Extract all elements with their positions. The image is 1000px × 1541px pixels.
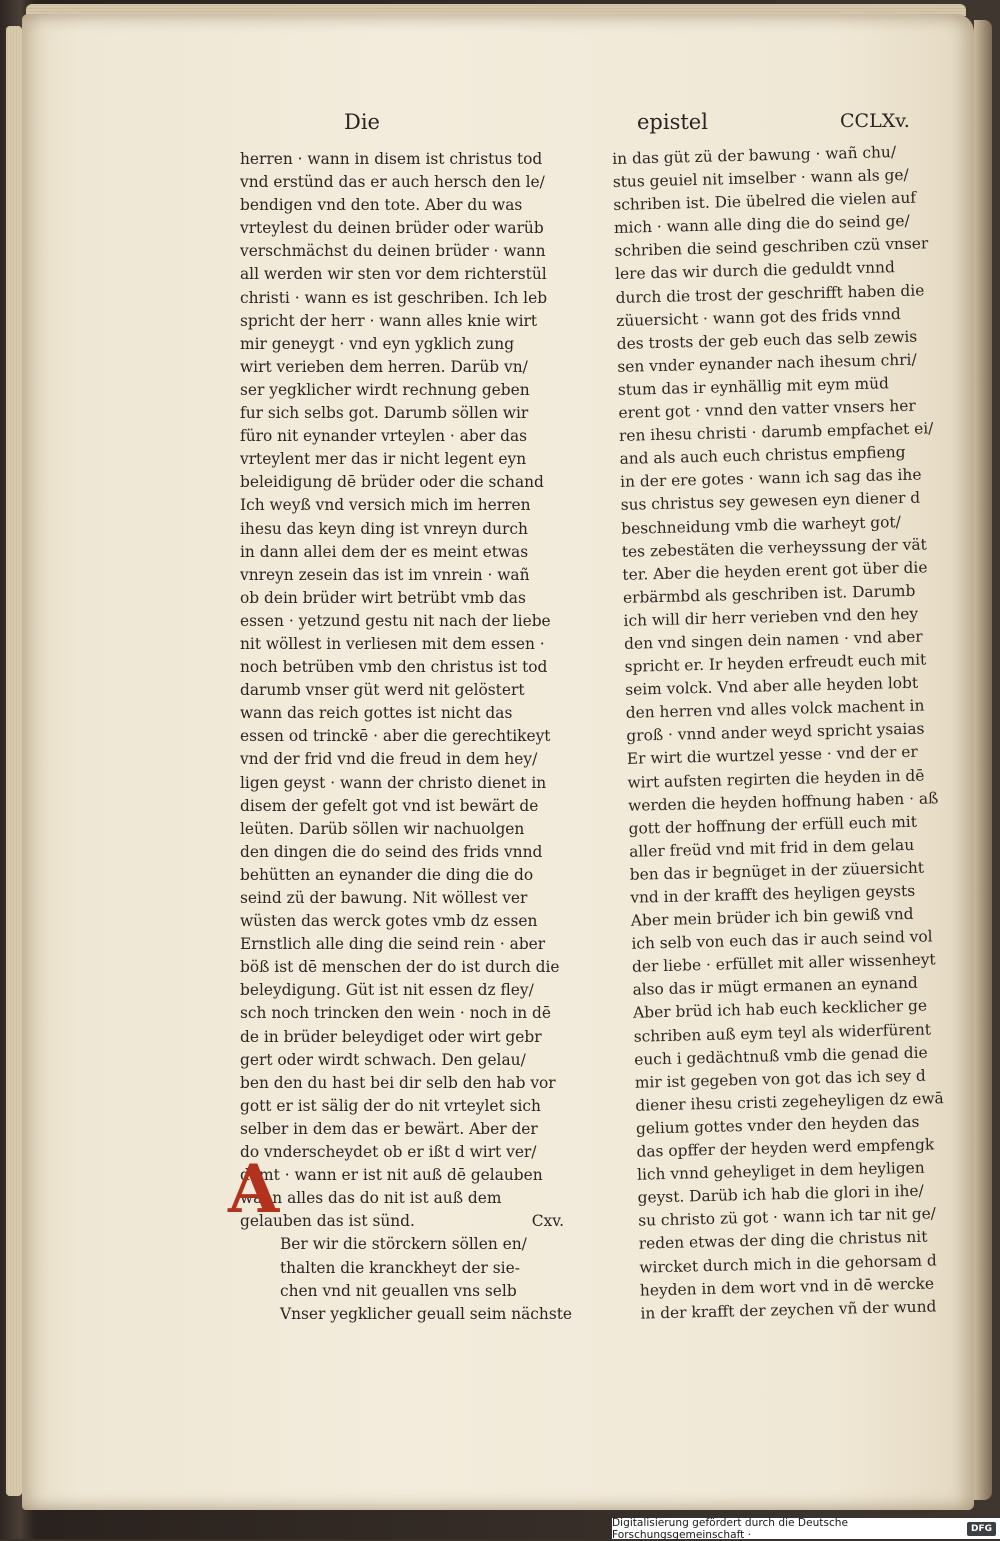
text-line: stus geuiel nit imselber · wann als ge/	[612, 165, 909, 192]
text-line: and als auch euch christus empfieng	[619, 443, 906, 469]
text-line: do vnderscheydet ob er ißt d wirt ver/	[240, 1143, 537, 1162]
text-line: gott der hoffnung der erfüll euch mit	[628, 812, 918, 838]
text-line: wüsten das werck gotes vmb dz essen	[240, 912, 538, 931]
text-line: damt · wann er ist nit auß dē gelauben	[240, 1166, 543, 1185]
text-line: thalten die kranckheyt der sie-	[280, 1258, 520, 1277]
text-line: Aber mein brüder ich bin gewiß vnd	[630, 904, 914, 930]
text-line: Vnser yegklicher geuall seim nächste	[280, 1304, 573, 1323]
text-line: lere das wir durch die geduldt vnnd	[614, 258, 896, 284]
chapter-number: Cxv.	[531, 1212, 564, 1231]
text-line: beleidigung dē brüder oder die schand	[240, 473, 544, 492]
text-line: beschneidung vmb die warheyt got/	[621, 512, 901, 538]
text-line: tes zebestäten die verheyssung der vät	[621, 535, 927, 561]
text-line: in der krafft der zeychen vñ der wund	[640, 1297, 937, 1323]
text-line: vrteylest du deinen brüder oder warüb	[240, 219, 544, 238]
text-line: schriben auß eym teyl als widerfürent	[633, 1020, 932, 1046]
text-line: selber in dem das er bewärt. Aber der	[240, 1119, 538, 1138]
binding-right-edge	[974, 20, 992, 1500]
text-line: in dann allei dem der es meint etwas	[240, 542, 529, 561]
text-line: ser yegklicher wirdt rechnung geben	[240, 380, 530, 399]
text-line: beleydigung. Güt ist nit essen dz fley/	[240, 981, 534, 1000]
page-stack-left-edge	[6, 26, 22, 1496]
text-line: ihesu das keyn ding ist vnreyn durch	[240, 519, 528, 538]
text-line: schriben die seind geschriben czü vnser	[614, 234, 929, 261]
text-line: Er wirt die wurtzel yesse · vnd der er	[626, 743, 918, 769]
text-line: stum das ir eynhällig mit eym müd	[617, 374, 890, 399]
running-head-middle: epistel	[637, 110, 708, 134]
text-line: aller freüd vnd mit frid in dem gelau	[628, 835, 915, 861]
text-line: den herren vnd alles volck machent in	[625, 696, 925, 723]
text-line: sch noch trincken den wein · noch in dē	[240, 1004, 552, 1023]
text-line: verschmächst du deinen brüder · wann	[240, 242, 546, 261]
text-line: Ernstlich alle ding die seind rein · aber	[240, 935, 546, 954]
left-text-column	[240, 148, 573, 1326]
text-line: mich · wann alle ding die do seind ge/	[613, 212, 910, 238]
text-line: ben den du hast bei dir selb den hab vor	[240, 1073, 556, 1092]
text-line: vnd erstünd das er auch hersch den le/	[240, 173, 545, 192]
text-line: gelauben das ist sünd.	[240, 1212, 415, 1231]
text-line: seim volck. Vnd aber alle heyden lobt	[625, 673, 919, 699]
text-line: herren · wann in disem ist christus tod	[240, 150, 543, 168]
text-line: das opffer der heyden werd empfengk	[636, 1135, 935, 1161]
text-line: erbärmbd als geschriben ist. Darumb	[622, 581, 916, 607]
text-line: schriben ist. Die übelred die vielen auf	[613, 188, 917, 215]
text-line: groß · vnnd ander weyd spricht ysaias	[626, 719, 925, 746]
text-line: ren ihesu christi · darumb empfachet ei/	[618, 419, 934, 446]
text-line: gott er ist sälig der do nit vrteylet sich	[240, 1096, 541, 1115]
text-line: christi · wann es ist geschriben. Ich leb	[240, 288, 548, 307]
text-line: bendigen vnd den tote. Aber du was	[240, 196, 523, 215]
text-line: gelium gottes vnder den heyden das	[635, 1112, 920, 1138]
text-line: gert oder wirdt schwach. Den gelau/	[240, 1050, 526, 1069]
text-line: reden etwas der ding die christus nit	[638, 1228, 928, 1254]
text-line: den dingen die do seind des frids vnnd	[240, 842, 543, 861]
text-line: de in brüder beleydiget oder wirt gebr	[240, 1027, 542, 1046]
text-line: darumb vnser güt werd nit gelöstert	[240, 681, 525, 700]
text-line: spricht er. Ir heyden erfreudt euch mit	[624, 650, 927, 676]
text-line: in der ere gotes · wann ich sag das ihe	[619, 465, 922, 492]
text-line: heyden in dem wort vnd in dē wercke	[639, 1274, 935, 1300]
text-line: behütten an eynander die ding die do	[240, 865, 534, 884]
text-line: vnd der frid vnd die freud in dem hey/	[240, 750, 538, 769]
text-line: ben das ir begnüget in der züuersicht	[629, 858, 925, 884]
running-head-left: Die	[344, 110, 380, 134]
text-line: spricht der herr · wann alles knie wirt	[240, 311, 538, 330]
text-line: ligen geyst · wann der christo dienet in	[240, 773, 547, 792]
text-line: wann das reich gottes ist nicht das	[240, 704, 513, 723]
digitization-footer	[612, 1518, 1000, 1539]
folio-number: CCLXv.	[840, 110, 910, 132]
text-line: essen · yetzund gestu nit nach der liebe	[240, 611, 551, 630]
text-line: ob dein brüder wirt betrübt vmb das	[240, 588, 526, 607]
text-line: sen vnder eynander nach ihesum chri/	[617, 350, 917, 376]
text-line: Ber wir die störckern söllen en/	[280, 1235, 527, 1254]
text-line: leüten. Darüb söllen wir nachuolgen	[240, 819, 525, 838]
text-line: wircket durch mich in die gehorsam d	[639, 1250, 937, 1277]
text-line: ich will dir herr verieben vnd den hey	[623, 604, 919, 630]
text-line: also das ir mügt ermanen an eynand	[632, 974, 918, 1000]
text-line: sus christus sey gewesen eyn diener d	[620, 488, 921, 515]
text-line: all werden wir sten vor dem richterstül	[240, 265, 547, 284]
text-line: geyst. Darüb ich hab die glori in ihe/	[637, 1181, 924, 1207]
text-line: essen od trinckē · aber die gerechtikeyt	[240, 727, 551, 746]
text-line: werden die heyden hoffnung haben · aß	[627, 788, 939, 815]
text-line: vnd in der krafft des heyligen geysts	[630, 881, 916, 907]
text-line: Ich weyß vnd versich mich im herren	[240, 496, 531, 515]
rubricated-initial: A	[228, 1150, 280, 1228]
text-line: der liebe · erfüllet mit aller wissenheyt	[631, 950, 936, 977]
text-line: seind zü der bawung. Nit wöllest ver	[240, 889, 528, 907]
text-line: diener ihesu cristi zegeheyligen dz ewā	[635, 1089, 944, 1115]
text-line: wirt verieben dem herren. Darüb vn/	[240, 357, 528, 376]
text-line: chen vnd nit geuallen vns selb	[280, 1281, 517, 1300]
text-line: durch die trost der geschrifft haben die	[615, 280, 925, 307]
dfg-logo: DFG	[967, 1522, 996, 1536]
text-line: des trosts der geb euch das selb zewis	[616, 327, 918, 353]
text-line: ich selb von euch das ir auch seind vol	[631, 927, 933, 953]
text-line: züuersicht · wann got des frids vnnd	[615, 304, 901, 330]
text-line: euch i gedächtnuß vmb die genad die	[634, 1043, 928, 1069]
footer-credit: Digitalisierung gefördert durch die Deutsche Forschungsgemeinschaft ·	[612, 1516, 849, 1541]
text-line: vnreyn zesein das ist im vnrein · wañ	[240, 565, 530, 584]
text-line: vrteylent mer das ir nicht legent eyn	[240, 450, 527, 469]
text-line: ter. Aber die heyden erent got über die	[622, 558, 928, 584]
text-line: mir ist gegeben von got das ich sey d	[634, 1066, 926, 1092]
text-line: nit wöllest in verliesen mit dem essen ·	[240, 634, 545, 653]
text-line: su christo zü got · wann ich tar nit ge/	[638, 1204, 937, 1230]
text-line: lich vnnd geheyliget in dem heyligen	[636, 1158, 925, 1184]
text-line: mir geneygt · vnd eyn ygklich zung	[240, 334, 515, 353]
right-text-column	[612, 140, 961, 1325]
text-line: füro nit eynander vrteylen · aber das	[240, 427, 528, 446]
text-line: wann alles das do nit ist auß dem	[240, 1189, 502, 1208]
text-line: Aber brüd ich hab euch kecklicher ge	[632, 997, 928, 1023]
text-line: den vnd singen dein namen · vnd aber	[623, 627, 923, 653]
text-line: erent got · vnnd den vatter vnsers her	[618, 396, 916, 422]
text-line: in das güt zü der bawung · wañ chu/	[612, 143, 897, 168]
text-line: wirt aufsten regirten die heyden in dē	[627, 766, 925, 792]
text-line: fur sich selbs got. Darumb söllen wir	[240, 404, 529, 423]
text-line: noch betrüben vmb den christus ist tod	[240, 658, 548, 677]
text-line: disem der gefelt got vnd ist bewärt de	[240, 796, 539, 815]
text-line: böß ist dē menschen der do ist durch die	[240, 958, 560, 977]
